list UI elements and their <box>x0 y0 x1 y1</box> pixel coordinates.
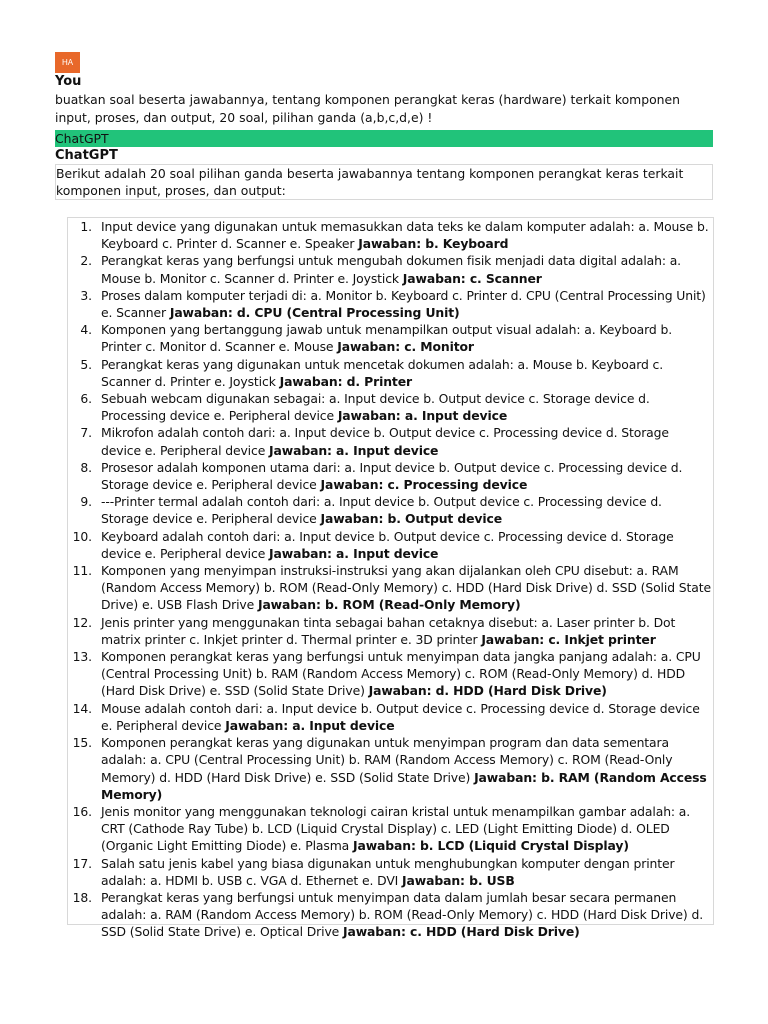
question-number: 2. <box>80 253 92 269</box>
question-answer: Jawaban: a. Input device <box>337 408 508 424</box>
question-number: 6. <box>80 391 92 407</box>
question-text: Prosesor adalah komponen utama dari: a. Input device b. Output device c. Processing device d. Storage device e. Peripheral device <box>101 459 683 493</box>
question-item <box>68 562 713 614</box>
question-number: 16. <box>72 803 92 819</box>
user-avatar: HA <box>55 52 80 73</box>
question-item <box>68 855 713 889</box>
question-item <box>68 321 713 355</box>
question-answer: Jawaban: b. LCD (Liquid Crystal Display) <box>352 838 629 854</box>
question-answer: Jawaban: a. Input device <box>269 545 439 561</box>
question-text: Komponen yang menyimpan instruksi-instruksi yang akan dijalankan oleh CPU disebut: a. RAM (Random Access Memory) b. ROM (Read-Only Memory) c. HDD (Hard Disk Drive) d. SSD (Solid State Drive) e. USB Flash Drive <box>101 563 711 613</box>
question-item <box>68 218 713 252</box>
question-number: 7. <box>80 425 92 441</box>
question-answer: Jawaban: b. RAM (Random Access Memory) <box>101 769 707 802</box>
question-text: Proses dalam komputer terjadi di: a. Monitor b. Keyboard c. Printer d. CPU (Central Processing Unit) e. Scanner <box>101 287 706 321</box>
question-text: Perangkat keras yang berfungsi untuk menyimpan data dalam jumlah besar secara permanen adalah: a. RAM (Random Access Memory) b. ROM (Read-Only Memory) c. HDD (Hard Disk Drive) d. SSD (Solid State Drive) e. Optical Drive <box>101 889 704 940</box>
question-text: Mikrofon adalah contoh dari: a. Input device b. Output device c. Processing device d. Storage device e. Peripheral device <box>101 425 669 458</box>
question-text: Perangkat keras yang berfungsi untuk mengubah dokumen fisik menjadi data digital adalah: a. Mouse b. Monitor c. Scanner d. Printer e. Joystick <box>101 253 682 286</box>
question-number: 10. <box>72 528 92 544</box>
question-answer: Jawaban: c. Scanner <box>402 270 542 286</box>
question-answer: Jawaban: a. Input device <box>269 442 439 458</box>
question-list-container <box>67 217 714 940</box>
question-number: 17. <box>72 855 92 871</box>
question-number: 18. <box>72 889 92 905</box>
question-number: 9. <box>80 494 92 510</box>
question-list <box>68 218 713 941</box>
question-answer: Jawaban: c. Processing device <box>320 477 528 493</box>
question-number: 5. <box>80 356 92 372</box>
question-text: Jenis printer yang menggunakan tinta sebagai bahan cetaknya disebut: a. Laser printer b. Dot matrix printer c. Inkjet printer d. Thermal printer e. 3D printer <box>101 614 676 647</box>
question-answer: Jawaban: c. Inkjet printer <box>481 631 656 647</box>
question-answer: Jawaban: d. CPU (Central Processing Unit) <box>169 305 460 321</box>
question-item <box>68 700 713 734</box>
question-answer: Jawaban: d. Printer <box>279 373 412 389</box>
assistant-intro: Berikut adalah 20 soal pilihan ganda beserta jawabannya tentang komponen perangkat keras terkait komponen input, proses, dan output: <box>55 164 713 200</box>
question-text: Sebuah webcam digunakan sebagai: a. Input device b. Output device c. Storage device d. Processing device e. Peripheral device <box>101 391 650 424</box>
question-text: Input device yang digunakan untuk memasukkan data teks ke dalam komputer adalah: a. Mouse b. Keyboard c. Printer d. Scanner e. Speaker <box>101 219 709 252</box>
question-text: Komponen perangkat keras yang berfungsi untuk menyimpan data jangka panjang adalah: a. CPU (Central Processing Unit) b. RAM (Random Access Memory) c. ROM (Read-Only Memory) d. HDD (Hard Disk Drive) e. SSD (Solid State Drive) <box>101 649 701 699</box>
question-answer: Jawaban: c. HDD (Hard Disk Drive) <box>343 924 580 940</box>
question-answer: Jawaban: b. Keyboard <box>358 236 509 252</box>
question-text: Komponen perangkat keras yang digunakan untuk menyimpan program dan data sementara adalah: a. CPU (Central Processing Unit) b. RAM (Random Access Memory) c. ROM (Read-Only Memory) d. HDD (Hard Disk Drive) e. SSD (Solid State Drive) <box>101 735 673 785</box>
question-number: 11. <box>72 563 92 579</box>
question-item <box>68 390 713 424</box>
question-answer: Jawaban: b. Output device <box>320 511 503 527</box>
question-item <box>68 459 713 493</box>
question-item <box>68 614 713 648</box>
question-item <box>68 648 713 700</box>
question-answer: Jawaban: b. ROM (Read-Only Memory) <box>257 597 521 613</box>
question-number: 13. <box>72 649 92 665</box>
question-text: Komponen yang bertanggung jawab untuk menampilkan output visual adalah: a. Keyboard b. Printer c. Monitor d. Scanner e. Mouse <box>101 322 673 355</box>
user-prompt: buatkan soal beserta jawabannya, tentang komponen perangkat keras (hardware) terkait komponen input, proses, dan output, 20 soal, pilihan ganda (a,b,c,d,e) ! <box>55 92 681 125</box>
question-text: ---Printer termal adalah contoh dari: a. Input device b. Output device c. Processing device d. Storage device e. Peripheral device <box>101 494 662 527</box>
question-item <box>68 734 713 803</box>
question-answer: Jawaban: c. Monitor <box>337 339 474 355</box>
question-answer: Jawaban: d. HDD (Hard Disk Drive) <box>368 683 607 699</box>
assistant-name: ChatGPT <box>55 148 118 163</box>
question-text: Keyboard adalah contoh dari: a. Input device b. Output device c. Processing device d. Storage device e. Peripheral device <box>101 528 674 561</box>
question-number: 4. <box>80 322 92 338</box>
question-text: Jenis monitor yang menggunakan teknologi cairan kristal untuk menampilkan gambar adalah: a. CRT (Cathode Ray Tube) b. LCD (Liquid Crystal Display) c. LED (Light Emitting Diode) d. OLED (Organic Light Emitting Diode) e. Plasma <box>101 803 691 854</box>
question-item <box>68 528 713 562</box>
user-name: You <box>55 74 82 89</box>
question-item <box>68 252 713 286</box>
assistant-header-bar: ChatGPT <box>55 130 713 147</box>
question-number: 14. <box>72 700 92 716</box>
question-number: 3. <box>80 287 92 303</box>
question-item <box>68 424 713 458</box>
question-number: 1. <box>80 219 92 234</box>
question-answer: Jawaban: a. Input device <box>225 717 395 733</box>
question-text: Salah satu jenis kabel yang biasa digunakan untuk menghubungkan komputer dengan printer adalah: a. HDMI b. USB c. VGA d. Ethernet e. DVI <box>101 855 675 888</box>
question-number: 15. <box>72 735 92 751</box>
question-item <box>68 889 713 941</box>
question-number: 12. <box>72 614 92 630</box>
question-item <box>68 493 713 527</box>
question-text: Perangkat keras yang digunakan untuk mencetak dokumen adalah: a. Mouse b. Keyboard c. Scanner d. Printer e. Joystick <box>101 356 664 389</box>
question-item <box>68 803 713 855</box>
question-item <box>68 356 713 390</box>
question-text: Mouse adalah contoh dari: a. Input device b. Output device c. Processing device d. Storage device e. Peripheral device <box>101 700 700 733</box>
question-answer: Jawaban: b. USB <box>402 872 515 888</box>
question-number: 8. <box>80 459 92 475</box>
question-item <box>68 287 713 321</box>
